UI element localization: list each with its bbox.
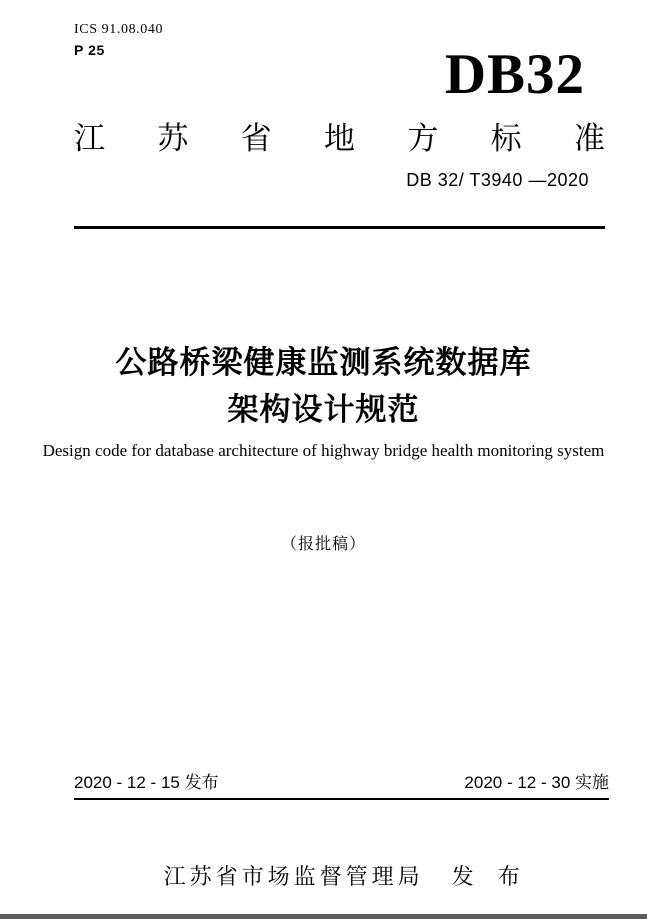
document-title-line2: 架构设计规范 [227,392,420,427]
standard-type-heading: 江苏省地方标准 [74,121,605,156]
document-title-line1: 公路桥梁健康监测系统数据库 [115,345,532,380]
header-divider-rule [74,226,605,229]
publish-label: 发 布 [451,864,524,889]
document-title [0,339,647,433]
document-title-english: Design code for database architecture of highway bridge health monitoring system [42,441,605,460]
publisher-row [0,834,647,917]
effective-date: 2020 - 12 - 30 实施 [464,773,609,792]
publisher-name: 江苏省市场监督管理局 [163,864,424,889]
dates-row [74,768,609,800]
ics-code: ICS 91.08.040 [74,22,164,37]
db32-logo: DB32 [444,43,585,106]
standard-number: DB 32/ T3940 —2020 [406,170,589,190]
page-bottom-edge [0,914,647,919]
issue-date: 2020 - 12 - 15 发布 [74,773,219,792]
draft-status-note: （报批稿） [280,536,366,553]
document-class-code: P 25 [74,42,105,58]
